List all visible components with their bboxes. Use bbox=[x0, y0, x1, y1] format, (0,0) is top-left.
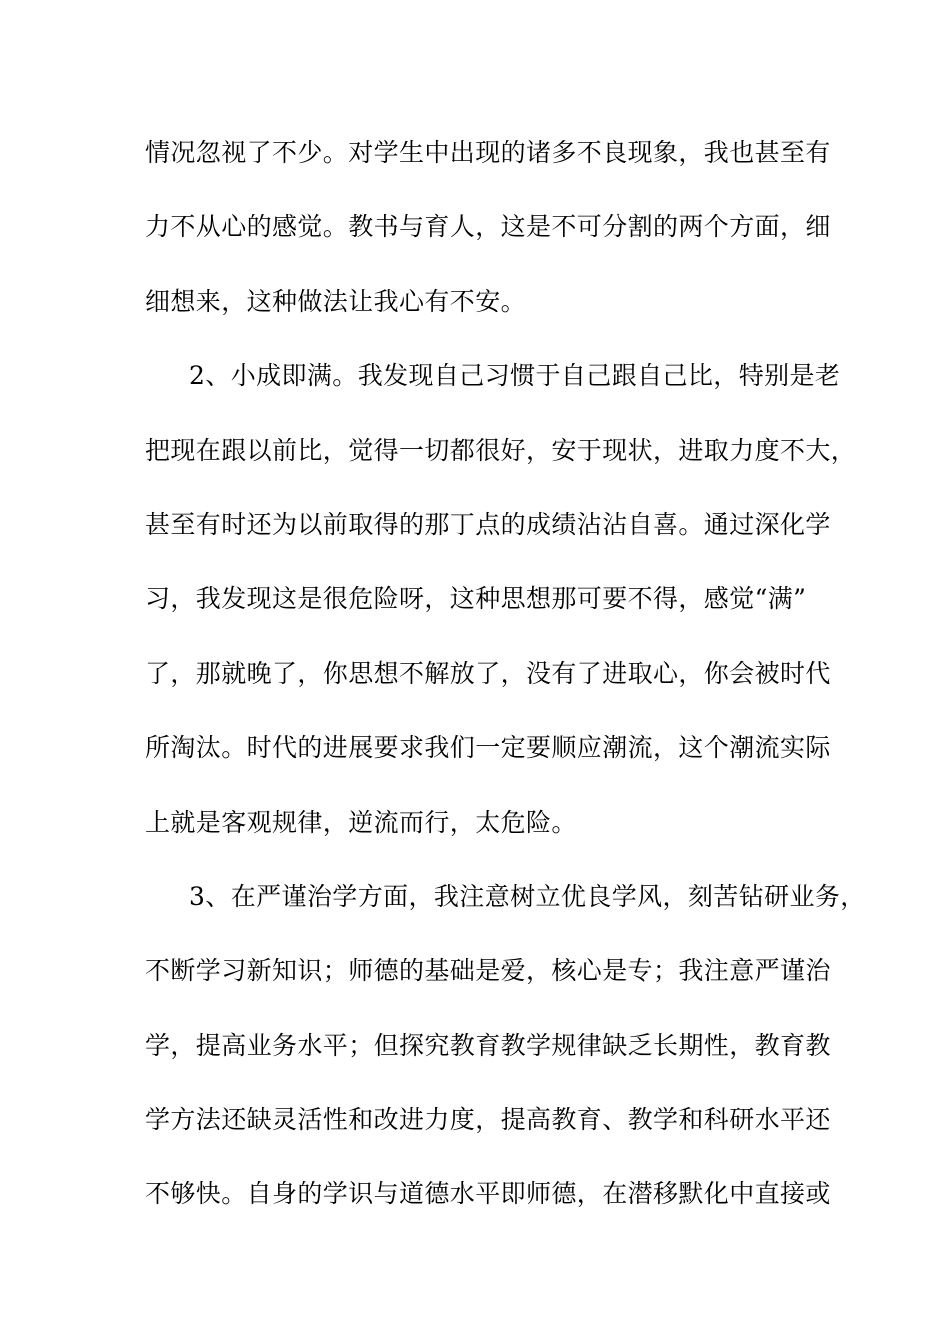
text-line: 上就是客观规律，逆流而行，太危险。 bbox=[145, 807, 577, 837]
text-line: 学，提高业务水平；但探究教育教学规律缺乏长期性，教育教 bbox=[145, 1030, 831, 1060]
text-line: 不断学习新知识；师德的基础是爱，核心是专；我注意严谨治 bbox=[145, 956, 831, 986]
text-line: 不够快。自身的学识与道德水平即师德，在潜移默化中直接或 bbox=[145, 1179, 831, 1209]
text-line: 情况忽视了不少。对学生中出现的诸多不良现象，我也甚至有 bbox=[145, 138, 831, 167]
text-line: 习，我发现这是很危险呀，这种思想那可要不得，感觉“满” bbox=[145, 584, 807, 614]
text-line: 所淘汰。时代的进展要求我们一定要顺应潮流，这个潮流实际 bbox=[145, 733, 831, 763]
text-line-paragraph-start: 3、在严谨治学方面，我注意树立优良学风，刻苦钻研业务， bbox=[189, 881, 866, 911]
text-line: 了，那就晚了，你思想不解放了，没有了进取心，你会被时代 bbox=[145, 658, 831, 688]
text-line: 甚至有时还为以前取得的那丁点的成绩沾沾自喜。通过深化学 bbox=[145, 509, 831, 539]
text-line: 力不从心的感觉。教书与育人，这是不可分割的两个方面，细 bbox=[145, 212, 831, 242]
text-line: 学方法还缺灵活性和改进力度，提高教育、教学和科研水平还 bbox=[145, 1105, 831, 1135]
text-line: 把现在跟以前比，觉得一切都很好，安于现状，进取力度不大， bbox=[145, 435, 857, 465]
text-line-paragraph-start: 2、小成即满。我发现自己习惯于自己跟自己比，特别是老 bbox=[189, 361, 841, 391]
text-line: 细想来，这种做法让我心有不安。 bbox=[145, 286, 527, 316]
document-body bbox=[145, 127, 866, 1243]
